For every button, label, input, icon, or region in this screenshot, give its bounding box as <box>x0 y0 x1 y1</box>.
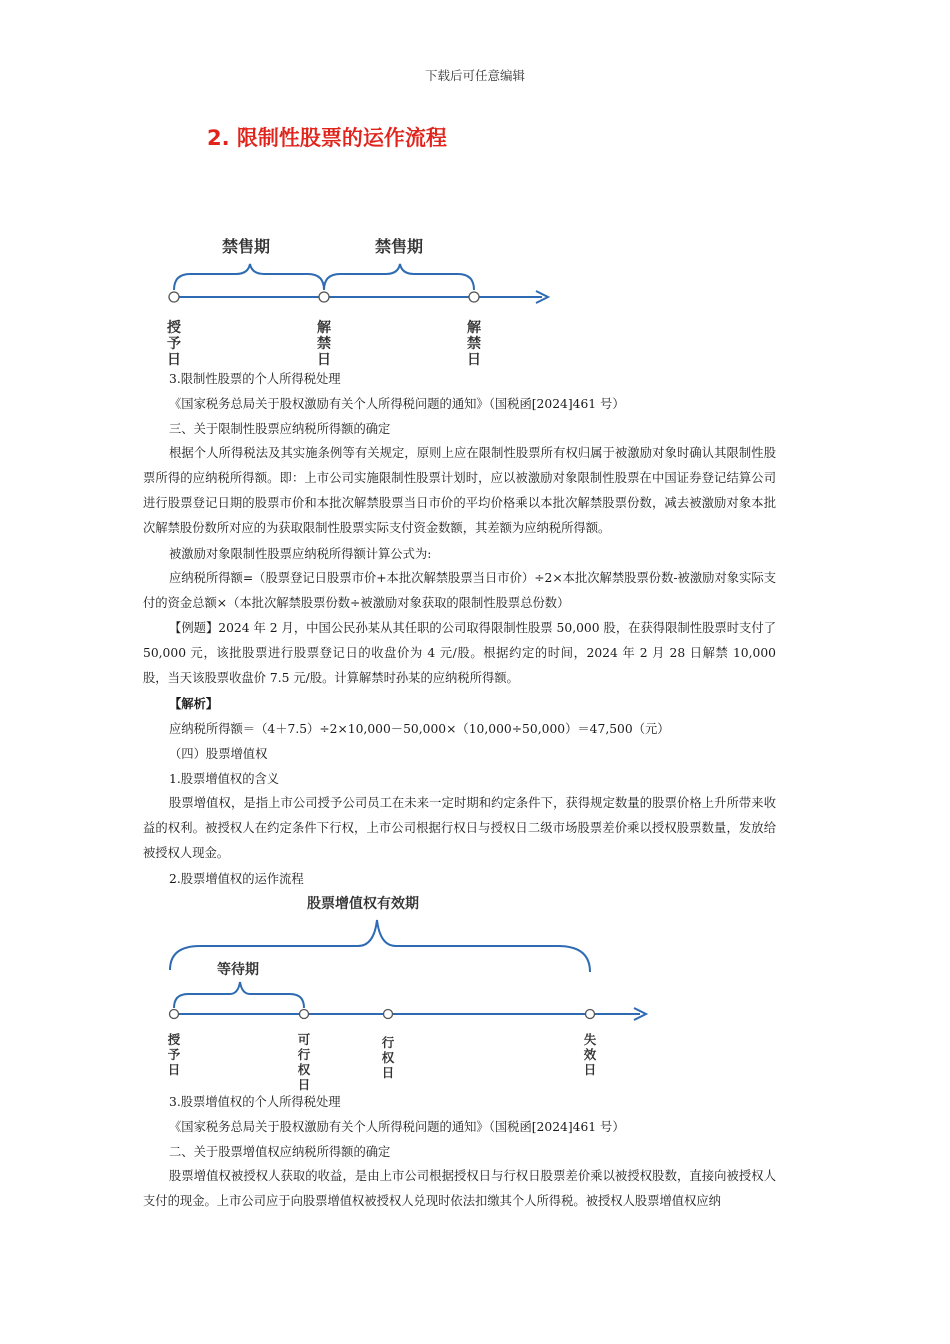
label-unlock2-3: 日 <box>467 352 481 368</box>
paragraph-sar-income: 股票增值权被授权人获取的收益，是由上市公司根据授权日与行权日股票差价乘以被授权股数，直接向被授权人支付的现金。上市公司应于向股票增值权被授权人兑现时依法扣缴其个人所得税。被授权人股票增值权应纳 <box>143 1169 776 1208</box>
label-unlock1-2: 禁 <box>317 336 331 352</box>
notice-citation-2: 《国家税务总局关于股权激励有关个人所得税问题的通知》（国税函[2024]461 号） <box>169 1120 625 1134</box>
formula-restricted: 应纳税所得额=（股票登记日股票市价+本批次解禁股票当日市价）÷2×本批次解禁股票份数-被激励对象实际支付的资金总额×（本批次解禁股票份数÷被激励对象获取的限制性股票总份数） <box>143 571 776 610</box>
brace-label-2: 禁售期 <box>374 237 424 256</box>
label-grant-2: 予 <box>167 336 181 352</box>
sar-label-grant-1: 授 <box>167 1032 181 1047</box>
sar-meaning-heading: 1.股票增值权的含义 <box>169 772 280 786</box>
label-unlock1-3: 日 <box>317 352 331 368</box>
validity-label: 股票增值权有效期 <box>307 896 419 912</box>
node-unlock-1 <box>319 292 329 302</box>
sar-label-grant-2: 予 <box>167 1047 181 1062</box>
label-unlock2-1: 解 <box>467 320 481 336</box>
waiting-label: 等待期 <box>217 962 259 978</box>
sar-node-grant <box>170 1010 179 1019</box>
restricted-stock-timeline <box>150 228 570 378</box>
paragraph-principle: 根据个人所得税法及其实施条例等有关规定，原则上应在限制性股票所有权归属于被激励对象时确认其限制性股票所得的应纳税所得额。即：上市公司实施限制性股票计划时，应以被激励对象限制性股票在中国证券登记结算公司进行股票登记日期的股票市价和本批次解禁股票当日市价的平均价格乘以本批次解禁股票份数，减去被激励对象本批次解禁股份数所对应的为获取限制性股票实际支付资金数额，其差额为应纳税所得额。 <box>143 446 776 535</box>
sar-label-exercisable-3: 权 <box>297 1062 311 1077</box>
example-problem: 【例题】2024 年 2 月，中国公民孙某从其任职的公司取得限制性股票 50,000 股，在获得限制性股票时支付了 50,000 元，该批股票进行股票登记日的收盘价为 4 元/股。根据约定的时间，2024 年 2 月 28 日解禁 10,000 股，当天该股票收盘价 7.5 元/股。计算解禁时孙某的应纳税所得额。 <box>143 621 776 685</box>
sar-node-exercise <box>384 1010 393 1019</box>
analysis-label: 【解析】 <box>169 696 219 711</box>
brace-label-1: 禁售期 <box>221 237 271 256</box>
sar-label-exercise-3: 日 <box>381 1065 395 1080</box>
sar-node-exercisable <box>300 1010 309 1019</box>
waiting-brace <box>174 982 304 1008</box>
sar-label-expiry-2: 效 <box>583 1047 597 1062</box>
label-grant-3: 日 <box>167 352 181 368</box>
sar-label-exercisable-4: 日 <box>297 1077 311 1092</box>
label-grant-1: 授 <box>167 320 181 336</box>
section-2-heading: 二、关于股票增值权应纳税所得额的确定 <box>169 1145 391 1159</box>
section-3-heading: 三、关于限制性股票应纳税所得额的确定 <box>169 422 391 436</box>
notice-citation-1: 《国家税务总局关于股权激励有关个人所得税问题的通知》（国税函[2024]461 号） <box>169 397 625 411</box>
brace-2 <box>324 264 474 290</box>
sar-process-heading: 2.股票增值权的运作流程 <box>169 872 304 886</box>
sar-label-exercisable-1: 可 <box>297 1032 311 1047</box>
subheading-tax-sar: 3.股票增值权的个人所得税处理 <box>169 1095 341 1109</box>
sar-label-exercise-1: 行 <box>381 1035 395 1050</box>
sar-label-exercise-2: 权 <box>381 1050 395 1065</box>
node-grant <box>169 292 179 302</box>
sar-timeline <box>150 888 660 1094</box>
sar-label-grant-3: 日 <box>167 1062 181 1077</box>
formula-intro: 被激励对象限制性股票应纳税所得额计算公式为: <box>169 547 432 561</box>
sar-definition: 股票增值权，是指上市公司授予公司员工在未来一定时期和约定条件下，获得规定数量的股票价格上升所带来收益的权利。被授权人在约定条件下行权，上市公司根据行权日与授权日二级市场股票差价乘以授权股票数量，发放给被授权人现金。 <box>143 796 776 860</box>
label-unlock1-1: 解 <box>317 320 331 336</box>
sar-label-expiry-3: 日 <box>583 1062 597 1077</box>
subheading-tax-restricted: 3.限制性股票的个人所得税处理 <box>169 372 341 386</box>
page-header: 下载后可任意编辑 <box>424 68 525 83</box>
label-unlock2-2: 禁 <box>467 336 481 352</box>
sar-label-expiry-1: 失 <box>583 1032 597 1047</box>
section-sar-heading: （四）股票增值权 <box>169 747 268 761</box>
brace-1 <box>174 264 324 290</box>
section-title: 2. 限制性股票的运作流程 <box>207 126 447 150</box>
sar-node-expiry <box>586 1010 595 1019</box>
analysis-calculation: 应纳税所得额＝（4＋7.5）÷2×10,000－50,000×（10,000÷50,000）＝47,500（元） <box>169 722 670 736</box>
sar-label-exercisable-2: 行 <box>297 1047 311 1062</box>
node-unlock-2 <box>469 292 479 302</box>
